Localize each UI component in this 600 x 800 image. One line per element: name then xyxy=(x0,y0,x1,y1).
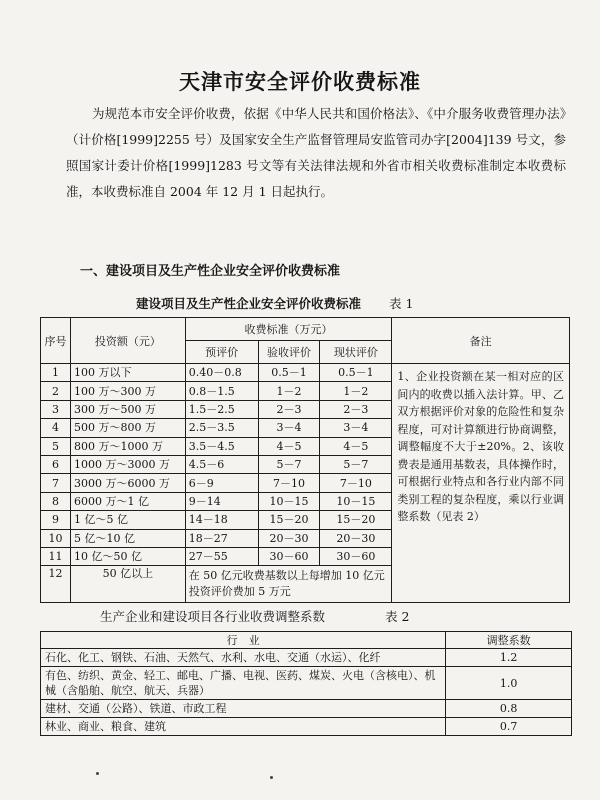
industry-cell: 林业、商业、粮食、建筑 xyxy=(41,718,446,736)
status-cell: 1－2 xyxy=(320,382,392,400)
acceptance-cell: 10－15 xyxy=(258,492,320,510)
status-cell: 2－3 xyxy=(320,400,392,418)
pre-evaluation-cell: 18－27 xyxy=(185,529,258,547)
scan-speck xyxy=(270,776,273,779)
header-pre-evaluation: 预评价 xyxy=(185,341,258,364)
header-investment: 投资额（元） xyxy=(70,318,185,364)
section-heading: 一、建设项目及生产性企业安全评价收费标准 xyxy=(80,264,341,279)
acceptance-cell: 2－3 xyxy=(258,400,320,418)
header-remarks: 备注 xyxy=(392,318,570,364)
header-fee-standard: 收费标准（万元） xyxy=(185,318,392,341)
header-acceptance-evaluation: 验收评价 xyxy=(258,341,320,364)
header-status-evaluation: 现状评价 xyxy=(320,341,392,364)
table-row xyxy=(41,718,572,736)
status-cell: 7－10 xyxy=(320,474,392,492)
acceptance-cell: 15－20 xyxy=(258,511,320,529)
pre-evaluation-cell: 2.5－3.5 xyxy=(185,419,258,437)
seq-cell: 6 xyxy=(41,455,71,473)
coefficient-cell: 0.8 xyxy=(446,700,572,718)
page-title: 天津市安全评价收费标准 xyxy=(179,70,421,94)
investment-cell: 100 万～300 万 xyxy=(70,382,185,400)
status-cell: 3－4 xyxy=(320,419,392,437)
status-cell: 15－20 xyxy=(320,511,392,529)
remarks-cell: 1、企业投资额在某一相对应的区间内的收费以插入法计算。甲、乙双方根据评价对象的危险性和复杂程度，可对计算额进行协商调整，调整幅度不大于±20%。2、该收费表是通用基数表，具体操作时，可根据行业特点和各行业内部不同类别工程的复杂程度，乘以行业调整系数（见表 2） xyxy=(392,364,570,603)
pre-evaluation-cell: 4.5－6 xyxy=(185,455,258,473)
coefficient-cell: 0.7 xyxy=(446,718,572,736)
acceptance-cell: 20－30 xyxy=(258,529,320,547)
table2-caption-line xyxy=(100,607,409,625)
investment-cell: 800 万～1000 万 xyxy=(70,437,185,455)
intro-paragraph: 为规范本市安全评价收费，依据《中华人民共和国价格法》、《中介服务收费管理办法》（计价格[1999]2255 号）及国家安全生产监督管理局安监管司办字[2004]139 号文，参照国家计委计价格[1999]1283 号文等有关法律法规和外省市相关收费标准制定本收费标准，本收费标准自 2004 年 12 月 1 日起执行。 xyxy=(66,106,566,199)
acceptance-cell: 30－60 xyxy=(258,547,320,565)
investment-cell: 1000 万～3000 万 xyxy=(70,455,185,473)
investment-cell: 1 亿～5 亿 xyxy=(70,511,185,529)
investment-cell: 100 万以下 xyxy=(70,364,185,382)
investment-cell: 3000 万～6000 万 xyxy=(70,474,185,492)
pre-evaluation-cell: 1.5－2.5 xyxy=(185,400,258,418)
status-cell: 0.5－1 xyxy=(320,364,392,382)
investment-cell: 5 亿～10 亿 xyxy=(70,529,185,547)
pre-evaluation-cell: 0.8－1.5 xyxy=(185,382,258,400)
acceptance-cell: 1－2 xyxy=(258,382,320,400)
status-cell: 5－7 xyxy=(320,455,392,473)
table-row xyxy=(41,667,572,700)
fee-standard-table xyxy=(40,317,570,603)
seq-cell: 12 xyxy=(41,566,71,603)
seq-cell: 11 xyxy=(41,547,71,565)
table1-number: 表 1 xyxy=(389,296,414,311)
table2-caption: 生产企业和建设项目各行业收费调整系数 xyxy=(100,609,326,624)
investment-cell: 10 亿～50 亿 xyxy=(70,547,185,565)
acceptance-cell: 3－4 xyxy=(258,419,320,437)
header-industry: 行 业 xyxy=(41,632,446,649)
table-row xyxy=(41,649,572,667)
investment-cell: 6000 万～1 亿 xyxy=(70,492,185,510)
investment-cell: 50 亿以上 xyxy=(70,566,185,603)
table-row xyxy=(41,364,570,382)
pre-evaluation-cell: 3.5－4.5 xyxy=(185,437,258,455)
seq-cell: 3 xyxy=(41,400,71,418)
pre-evaluation-cell: 27－55 xyxy=(185,547,258,565)
header-coefficient: 调整系数 xyxy=(446,632,572,649)
table1-caption: 建设项目及生产性企业安全评价收费标准 xyxy=(136,296,362,311)
seq-cell: 7 xyxy=(41,474,71,492)
seq-cell: 5 xyxy=(41,437,71,455)
seq-cell: 8 xyxy=(41,492,71,510)
acceptance-cell: 0.5－1 xyxy=(258,364,320,382)
coefficient-cell: 1.2 xyxy=(446,649,572,667)
pre-evaluation-cell: 9－14 xyxy=(185,492,258,510)
seq-cell: 4 xyxy=(41,419,71,437)
scan-speck xyxy=(96,772,99,775)
industry-cell: 建材、交通（公路）、铁道、市政工程 xyxy=(41,700,446,718)
status-cell: 30－60 xyxy=(320,547,392,565)
investment-cell: 500 万～800 万 xyxy=(70,419,185,437)
seq-cell: 2 xyxy=(41,382,71,400)
table-row xyxy=(41,700,572,718)
status-cell: 20－30 xyxy=(320,529,392,547)
industry-cell: 石化、化工、钢铁、石油、天然气、水利、水电、交通（水运）、化纤 xyxy=(41,649,446,667)
header-seq: 序号 xyxy=(41,318,71,364)
seq-cell: 9 xyxy=(41,511,71,529)
seq-cell: 1 xyxy=(41,364,71,382)
coefficient-cell: 1.0 xyxy=(446,667,572,700)
pre-evaluation-cell: 6－9 xyxy=(185,474,258,492)
investment-cell: 300 万～500 万 xyxy=(70,400,185,418)
status-cell: 4－5 xyxy=(320,437,392,455)
pre-evaluation-cell: 14－18 xyxy=(185,511,258,529)
acceptance-cell: 4－5 xyxy=(258,437,320,455)
industry-coefficient-table xyxy=(40,631,572,736)
pre-evaluation-cell: 0.40－0.8 xyxy=(185,364,258,382)
over-50-billion-rule-cell: 在 50 亿元收费基数以上每增加 10 亿元投资评价费加 5 万元 xyxy=(185,566,392,603)
acceptance-cell: 5－7 xyxy=(258,455,320,473)
status-cell: 10－15 xyxy=(320,492,392,510)
industry-cell: 有色、纺织、黄金、轻工、邮电、广播、电视、医药、煤炭、火电（含核电）、机械（含船舶、航空、航天、兵器） xyxy=(41,667,446,700)
acceptance-cell: 7－10 xyxy=(258,474,320,492)
table2-number: 表 2 xyxy=(385,609,410,624)
seq-cell: 10 xyxy=(41,529,71,547)
table1-caption-line xyxy=(136,294,413,312)
